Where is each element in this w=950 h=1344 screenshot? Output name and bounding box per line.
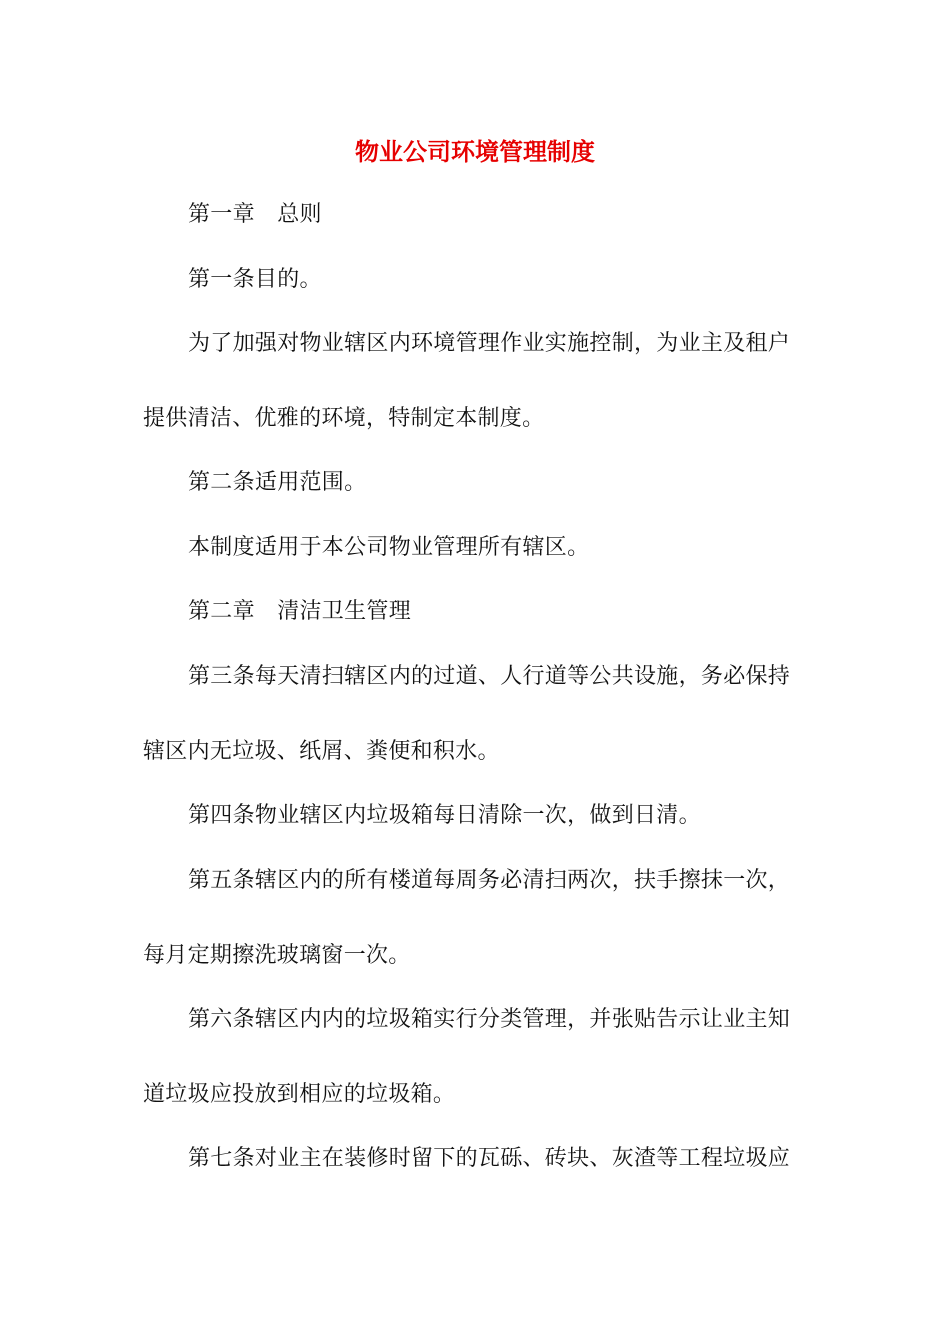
paragraph-line: 第六条辖区内内的垃圾箱实行分类管理，并张贴告示让业主知	[188, 1007, 791, 1032]
article-heading: 第二条适用范围。	[188, 470, 367, 495]
paragraph-line: 第三条每天清扫辖区内的过道、人行道等公共设施，务必保持	[188, 664, 791, 689]
paragraph-line: 本制度适用于本公司物业管理所有辖区。	[188, 535, 590, 560]
paragraph-line: 提供清洁、优雅的环境，特制定本制度。	[143, 406, 545, 431]
chapter-heading: 第一章 总则	[188, 202, 322, 227]
paragraph-line: 每月定期擦洗玻璃窗一次。	[143, 943, 411, 968]
paragraph-line: 第七条对业主在装修时留下的瓦砾、砖块、灰渣等工程垃圾应	[188, 1146, 791, 1171]
paragraph-line: 辖区内无垃圾、纸屑、粪便和积水。	[143, 739, 500, 764]
chapter-heading: 第二章 清洁卫生管理	[188, 599, 412, 624]
document-title: 物业公司环境管理制度	[355, 138, 595, 166]
paragraph-line: 道垃圾应投放到相应的垃圾箱。	[143, 1082, 456, 1107]
paragraph-line: 第四条物业辖区内垃圾箱每日清除一次，做到日清。	[188, 803, 701, 828]
article-heading: 第一条目的。	[188, 267, 322, 292]
paragraph-line: 为了加强对物业辖区内环境管理作业实施控制，为业主及租户	[188, 331, 791, 356]
paragraph-line: 第五条辖区内的所有楼道每周务必清扫两次，扶手擦抹一次，	[188, 868, 791, 893]
